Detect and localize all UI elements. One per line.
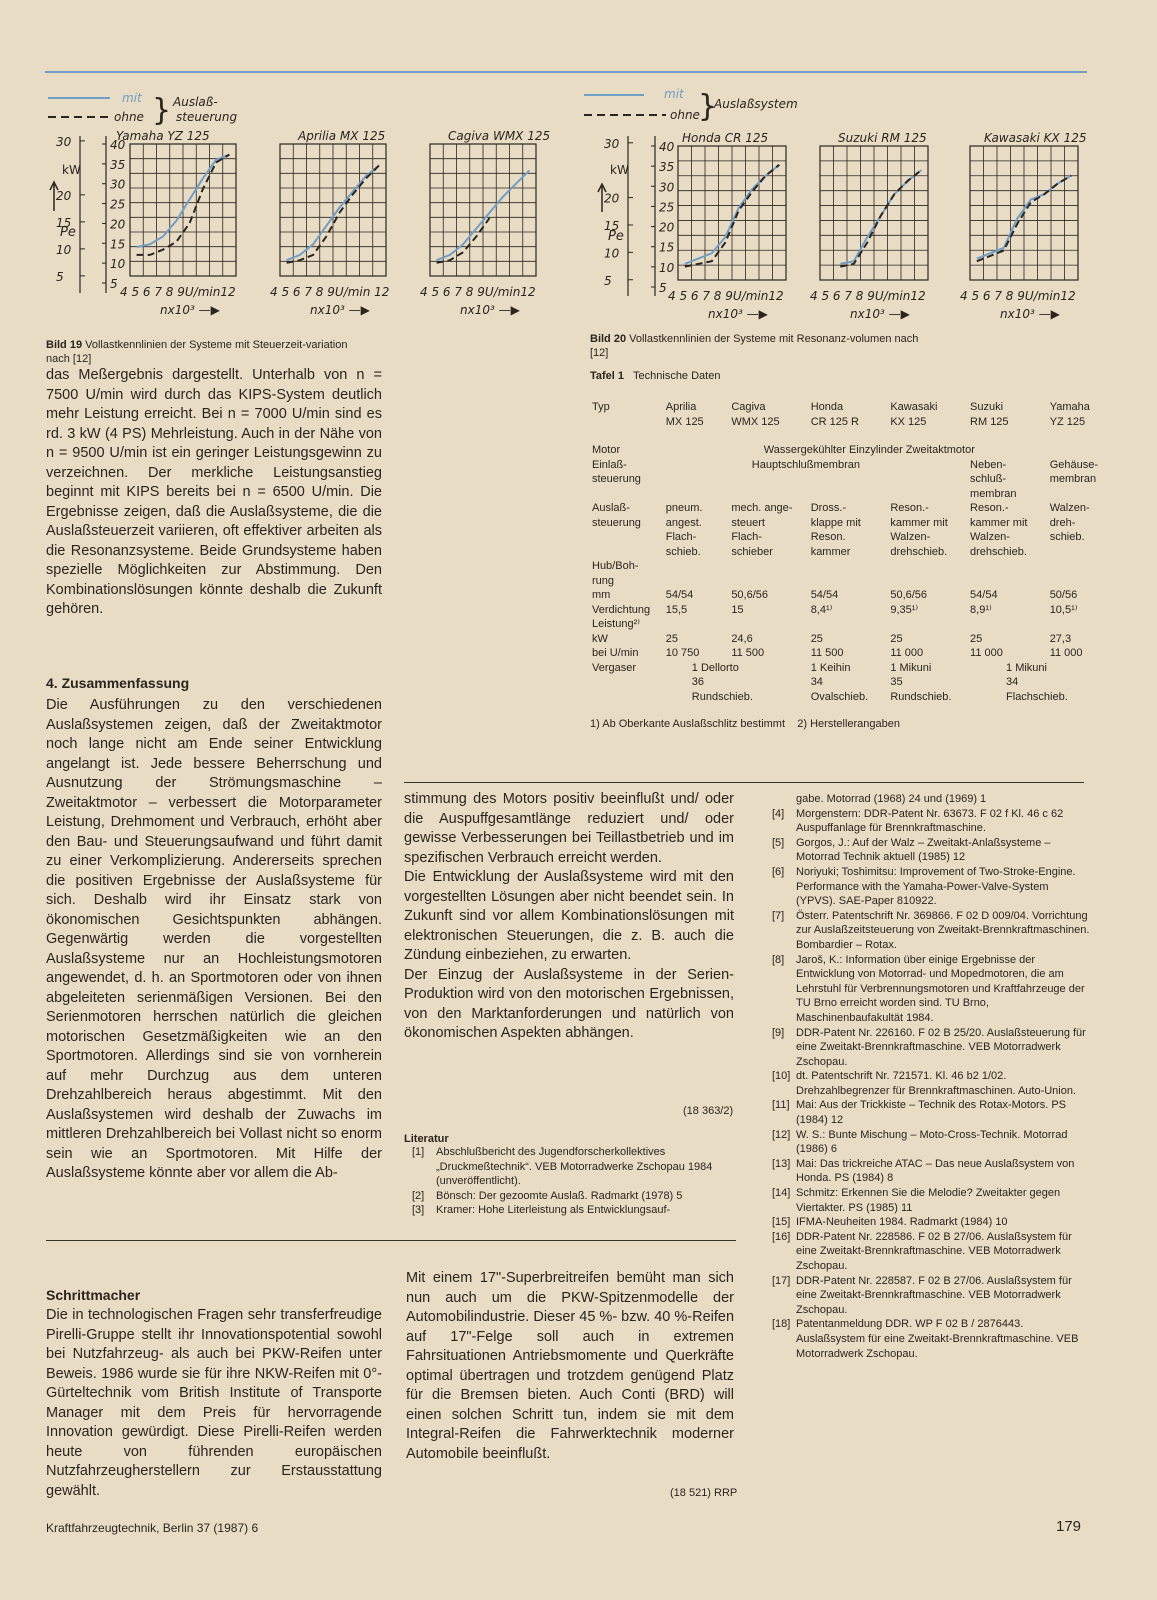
cell: 50,6/56 bbox=[890, 589, 928, 601]
chart-title: Yamaha YZ 125 bbox=[116, 129, 210, 143]
table-row bbox=[590, 617, 1100, 646]
cell: 27,3 bbox=[1049, 632, 1072, 645]
cell: 25 bbox=[810, 632, 823, 645]
fig19-charts bbox=[116, 129, 550, 317]
reference-continuation: gabe. Motorrad (1968) 24 und (1969) 1 bbox=[796, 793, 987, 805]
reference-item: [11] Mai: Aus der Trickkiste – Technik des Rotax-Motors. PS (1984) 12 bbox=[772, 1099, 1067, 1127]
cell: 10,5¹⁾ bbox=[1049, 603, 1078, 616]
cell: Auslaß- steuerung bbox=[592, 502, 641, 529]
ps-tick-label: 30 bbox=[659, 180, 675, 195]
cell: Hub/Boh- rung mm bbox=[592, 560, 639, 601]
references-left bbox=[412, 1145, 734, 1218]
footnote-2: 2) Herstellerangaben bbox=[797, 718, 900, 730]
cell: 25 bbox=[890, 632, 903, 645]
cell: Vergaser bbox=[592, 661, 637, 674]
legend-label-1: Auslaß- bbox=[173, 95, 218, 109]
cell: Reson.- kammer mit Walzen- drehschieb. bbox=[890, 502, 948, 558]
cell: 54/54 bbox=[970, 589, 998, 601]
x-tick-labels: 4 5 6 7 8 9U/min12 bbox=[810, 289, 926, 303]
figure-20 bbox=[578, 78, 1098, 334]
cell: 11 500 bbox=[731, 647, 765, 659]
ps-tick-label: 10 bbox=[110, 257, 126, 272]
x-tick-labels: 4 5 6 7 8 9U/min12 bbox=[420, 285, 536, 299]
table-row bbox=[590, 559, 1100, 603]
kw-tick-label: 30 bbox=[604, 136, 620, 151]
page-number: 179 bbox=[1056, 1518, 1082, 1535]
schrittmacher-text-left: Die in technologischen Fragen sehr transferfreudige Pirelli-Gruppe stellt ihr Innovationspotential sowohl bei Nutzfahrzeug- als auch bei PKW-Reifen unter Beweis. 1986 wurde sie für ihre NKW-Reifen mit 0°-Gürteltechnik vom British Institute of Transporte Manager mit dem Preis für hervorragende Innovation gewürdigt. Diese Pirelli-Reifen werden heute von führenden europäischen Nutzfahrzeugherstellern zur Erstausstattung gewählt. bbox=[46, 1307, 382, 1499]
cell: 54/54 bbox=[665, 589, 694, 601]
ps-tick-label: 15 bbox=[110, 237, 126, 252]
figure-19-caption-label: Bild 19 bbox=[46, 339, 83, 351]
middle-column-text bbox=[404, 790, 734, 1044]
schrittmacher-code: (18 521) RRP bbox=[670, 1487, 738, 1499]
cell: 11 000 bbox=[970, 647, 1003, 659]
figure-20-caption bbox=[590, 332, 920, 360]
cell: 15,5 bbox=[665, 603, 688, 616]
x-axis-label: nx10³ —▶ bbox=[310, 303, 370, 317]
ps-tick-label: 40 bbox=[659, 140, 675, 154]
cell: 54/54 bbox=[810, 589, 839, 601]
reference-item: [16] DDR-Patent Nr. 228586. F 02 B 27/06. Auslaßsystem für eine Zweitakt-Brennkraftmaschine. VEB Motorradwerk Zschopau. bbox=[772, 1230, 1072, 1272]
fig20-charts bbox=[668, 131, 1086, 321]
x-tick-labels: 4 5 6 7 8 9U/min12 bbox=[960, 289, 1076, 303]
cell: mech. ange- steuert Flach- schieber bbox=[731, 502, 793, 558]
reference-item: [6] Noriyuki; Toshimitsu: Improvement of Two-Stroke-Engine. Performance with the Yamaha-Power-Valve-System (YPVS). SAE-Paper 810922. bbox=[772, 865, 1076, 908]
reference-item: [10] dt. Patentschrift Nr. 721571. Kl. 46 b2 1/02. Drehzahlbegrenzer für Brennkraftmaschinen. Auto-Union. bbox=[772, 1070, 1077, 1097]
cell: Verdichtung bbox=[592, 603, 651, 616]
kw-tick-label: 5 bbox=[56, 269, 64, 284]
cell: Motor bbox=[592, 444, 621, 456]
cell: Einlaß- steuerung bbox=[592, 458, 641, 485]
ps-tick-label: 5 bbox=[659, 281, 667, 295]
section-4-text: Die Ausführungen zu den verschiedenen Auslaßsystemen zeigen, daß der Zweitaktmotor noch lange nicht am Ende seiner Entwicklung angelangt ist. Jede bessere Beherrschung und Ausnutzung der Strömungsmaschine – Zweitaktmotor – verbessert die Motorparameter Leistung, Drehmoment und Verbrauch, erhöht aber den Bau- und Steuerungsaufwand und führt damit zu einer Verkomplizierung. Andererseits sprechen die positiven Ergebnisse der Auslaßsysteme für sich. Deshalb wird ihr Einsatz stark von ökonomischen Gesichtspunkten abhängen. Gegenwärtig werden die vorgestellten Auslaßsysteme nur an Hochleistungsmotoren angewendet, d. h. an Sportmotoren oder von ihnen abgeleiteten serienmäßigen Versionen. Bei den Serienmotoren herrschen natürlich die gleichen motorischen Gesetzmäßigkeiten wie an den Sportmotoren. Allerdings sind sie von vornherein auf mehr Durchzug aus dem unteren Drehzahlbereich heraus abgestimmt. Mit den Auslaßsystemen wird deshalb der Zuwachs im mittleren Drehzahlbereich bei Vollast nicht so enorm sein wie an Sportmotoren. Mit Hilfe der Auslaßsysteme könnte aber vor allem die Ab- bbox=[46, 697, 382, 1181]
figure-19-caption bbox=[46, 338, 366, 366]
cell: Gehäuse- membran bbox=[1049, 458, 1098, 485]
legend-mit-label-20: mit bbox=[664, 87, 684, 101]
table-row bbox=[590, 458, 1100, 502]
chart-kawasaki-kx-125 bbox=[960, 131, 1086, 321]
kw-tick-label: 20 bbox=[604, 191, 620, 206]
legend-mit-label: mit bbox=[122, 91, 142, 105]
cell: 10 750 bbox=[665, 647, 700, 659]
paragraph: stimmung des Motors positiv beeinflußt und/ oder die Auspuffgesamtlänge reduziert und/ oder gewisse Verbesserungen bei Teillastbetrieb und im spezifischen Verbrauch erreicht werden. bbox=[404, 791, 734, 866]
cell: Typ bbox=[592, 401, 610, 413]
ps-tick-label: 20 bbox=[110, 217, 126, 232]
x-axis-label: nx10³ —▶ bbox=[850, 307, 910, 321]
paragraph: Die Entwicklung der Auslaßsysteme wird mit den vorgestellten Lösungen aber nicht beendet sein. In Zukunft sind vor allem Kombinationslösungen mit elektronischen Steuerungen, die z. B. auch die Zündung einbeziehen, zu erwarten. bbox=[404, 869, 734, 963]
kw-tick-label: 5 bbox=[604, 273, 612, 288]
cell: 1 Dellorto 36 Rundschieb. bbox=[691, 661, 753, 703]
cell: Walzen- dreh- schieb. bbox=[1049, 502, 1090, 543]
literatur-heading: Literatur bbox=[404, 1133, 449, 1145]
pe-label: Pe bbox=[60, 225, 76, 240]
cell: Leistung²⁾ kW bbox=[592, 618, 640, 645]
legend-brace-20: } bbox=[698, 89, 718, 124]
cell: Honda CR 125 R bbox=[810, 401, 859, 428]
figure-19-caption-text: Vollastkennlinien der Systeme mit Steuerzeit-variation nach [12] bbox=[46, 339, 348, 365]
reference-item: [15] IFMA-Neuheiten 1984. Radmarkt (1984) 10 bbox=[772, 1216, 1008, 1229]
x-tick-labels: 4 5 6 7 8 9U/min 12 bbox=[270, 285, 390, 299]
series-line-ohne bbox=[840, 170, 921, 267]
table-title-label: Tafel 1 bbox=[590, 370, 625, 382]
cell: 24,6 bbox=[731, 632, 753, 645]
figure-19 bbox=[40, 86, 580, 336]
legend-brace: } bbox=[152, 93, 172, 128]
middle-article-code: (18 363/2) bbox=[683, 1105, 734, 1117]
cell: 25 bbox=[665, 632, 679, 645]
x-axis-label: nx10³ —▶ bbox=[460, 303, 520, 317]
reference-item: [18] Patentanmeldung DDR. WP F 02 B / 2876443. Auslaßsystem für eine Zweitakt-Brennkraftmaschine. VEB Motorradwerk Zschopau. bbox=[772, 1318, 1079, 1360]
table-row bbox=[590, 501, 1100, 559]
fig20-axis-ticks bbox=[604, 137, 675, 295]
kw-label-20: kW bbox=[610, 163, 629, 177]
cell: 8,9¹⁾ bbox=[970, 603, 992, 616]
reference-item: [12] W. S.: Bunte Mischung – Moto-Cross-Technik. Motorrad (1986) 6 bbox=[772, 1128, 1068, 1156]
kw-tick-label: 10 bbox=[56, 242, 72, 257]
top-rule bbox=[45, 71, 1087, 73]
reference-item: [14] Schmitz: Erkennen Sie die Melodie? Zweitakter gegen Viertakter. PS (1985) 11 bbox=[772, 1187, 1061, 1214]
table-row bbox=[590, 443, 1100, 458]
paragraph: das Meßergebnis dargestellt. Unterhalb von n = 7500 U/min wird durch das KIPS-System deutlich mehr Leistung erreicht. Bei n = 7000 U/min sind es rd. 3 kW (4 PS) Mehrleistung. Auch in der Nähe von n = 9500 U/min ist ein geringer Leistungsgewinn zu verzeichnen. Der merkliche Leistungsanstieg beginnt mit KIPS bereits bei n = 6500 U/min. Die Ergebnisse zeigen, daß die Auslaßsysteme, die die Auslaßsteuerzeit variieren, oft effektiver arbeiten als die Resonanzsysteme. Beide Grundsysteme haben spezielle Möglichkeiten zur Abstimmung. Den Kombinationslösungen könnte deshalb die Zukunft gehören. bbox=[46, 367, 382, 617]
chart-suzuki-rm-125 bbox=[810, 131, 928, 321]
footnote-1: 1) Ab Oberkante Auslaßschlitz bestimmt bbox=[590, 718, 786, 730]
legend-ohne-label-20: ohne bbox=[670, 108, 700, 122]
reference-item: [2] Bönsch: Der gezoomte Auslaß. Radmarkt (1978) 5 bbox=[412, 1189, 683, 1202]
cell: 25 bbox=[970, 632, 983, 645]
reference-item: [9] DDR-Patent Nr. 226160. F 02 B 25/20. Auslaßsteuerung für eine Zweitakt-Brennkraftmaschine. VEB Motorradwerk Zschopau. bbox=[772, 1026, 1086, 1068]
cell: 1 Mikuni 34 Flachschieb. bbox=[1006, 661, 1068, 703]
chart-honda-cr-125 bbox=[668, 131, 786, 321]
legend-label-20: Auslaßsystem bbox=[714, 97, 798, 111]
ps-tick-label: 25 bbox=[110, 197, 126, 212]
reference-item: [8] Jaroš, K.: Information über einige Ergebnisse der Entwicklung von Motorrad- und Mopedmotoren, die am Lehrstuhl für Verbrennungsmotoren und Kraftfahrzeuge der TU Brno erreicht worden sind. TU Brno, Maschinenbaufakultät 1984. bbox=[772, 953, 1085, 1024]
cell: 11 000 bbox=[890, 647, 924, 659]
table-header-row bbox=[590, 400, 1100, 429]
cell: Cagiva WMX 125 bbox=[731, 401, 780, 428]
cell: Kawasaki KX 125 bbox=[890, 401, 938, 428]
bottom-rule bbox=[46, 1240, 736, 1241]
cell: Aprilia MX 125 bbox=[665, 401, 704, 428]
cell: 1 Keihin 34 Ovalschieb. bbox=[810, 661, 869, 703]
cell: 8,4¹⁾ bbox=[810, 603, 833, 616]
cell: 1 Mikuni 35 Rundschieb. bbox=[890, 661, 952, 703]
legend-ohne-label: ohne bbox=[114, 110, 144, 124]
reference-list bbox=[772, 807, 1090, 1362]
ps-tick-label: 5 bbox=[110, 277, 118, 291]
reference-item: [5] Gorgos, J.: Auf der Walz – Zweitakt-Anlaßsysteme – Motorrad Technik aktuell (1985) 12 bbox=[772, 836, 1051, 864]
table-1 bbox=[590, 370, 1100, 730]
x-axis-label: nx10³ —▶ bbox=[708, 307, 768, 321]
schrittmacher-text-right: Mit einem 17"-Superbreitreifen bemüht man sich nun auch um die PKW-Spitzenmodelle der Automobilindustrie. Dieser 45 %- bzw. 40 %-Reifen auf 17"-Felge soll auch in extremen Fahrsituationen Antriebsmomente und Querkräfte optimal übertragen und trotzdem genügend Platz für die Bremsen bieten. Auch Conti (BRD) will einen solchen Schritt tun, indem sie mit dem Integral-Reifen die Fahrwerktechnik moderner Automobile beeinflußt. bbox=[406, 1270, 735, 1462]
pe-label-20: Pe bbox=[608, 229, 624, 244]
kw-tick-label: 10 bbox=[604, 246, 620, 261]
ps-tick-label: 25 bbox=[659, 200, 675, 215]
ps-tick-label: 10 bbox=[659, 260, 675, 275]
table-title-text: Technische Daten bbox=[633, 370, 721, 382]
cell: 50,6/56 bbox=[731, 589, 769, 601]
cell: Yamaha YZ 125 bbox=[1049, 401, 1090, 428]
cell: 15 bbox=[731, 603, 744, 616]
figure-20-caption-label: Bild 20 bbox=[590, 333, 627, 345]
kw-tick-label: 15 bbox=[56, 215, 72, 230]
ps-tick-label: 40 bbox=[110, 138, 126, 152]
cell: Wassergekühlter Einzylinder Zweitaktmotor bbox=[763, 444, 975, 456]
kw-label: kW bbox=[62, 163, 81, 177]
chart-title: Kawasaki KX 125 bbox=[984, 131, 1087, 145]
ps-tick-label: 15 bbox=[659, 240, 675, 255]
x-axis-label: nx10³ —▶ bbox=[160, 303, 220, 317]
reference-item: [3] Kramer: Hohe Literleistung als Entwicklungsauf- bbox=[412, 1204, 671, 1217]
left-column-top-text bbox=[46, 366, 382, 620]
schrittmacher-heading: Schrittmacher bbox=[46, 1287, 141, 1303]
x-axis-label: nx10³ —▶ bbox=[1000, 307, 1060, 321]
x-tick-labels: 4 5 6 7 8 9U/min12 bbox=[668, 289, 784, 303]
footer-journal: Kraftfahrzeugtechnik, Berlin 37 (1987) 6 bbox=[46, 1521, 259, 1535]
chart-title: Honda CR 125 bbox=[682, 131, 769, 145]
reference-item: [17] DDR-Patent Nr. 228587. F 02 B 27/06. Auslaßsystem für eine Zweitakt-Brennkraftmaschine. VEB Motorradwerk Zschopau. bbox=[772, 1274, 1072, 1316]
cell: pneum. angest. Flach- schieb. bbox=[665, 502, 703, 558]
cell: bei U/min bbox=[592, 647, 639, 659]
kw-tick-label: 15 bbox=[604, 218, 620, 233]
table-row bbox=[590, 661, 1100, 705]
chart-title: Suzuki RM 125 bbox=[838, 131, 927, 145]
table-row bbox=[590, 603, 1100, 618]
reference-item: [1] Abschlußbericht des Jugendforscherkollektives „Druckmeßtechnik“. VEB Motorradwerke Zschopau 1984 (unveröffentlicht). bbox=[412, 1146, 713, 1188]
references-right bbox=[772, 792, 1090, 1361]
reference-item: [7] Österr. Patentschrift Nr. 369866. F 02 D 009/04. Vorrichtung zur Auslaßzeitsteuerung von Zweitakt-Brennkraftmaschinen. Bombardier – Rotax. bbox=[772, 909, 1090, 951]
cell: 11 000 bbox=[1049, 647, 1083, 659]
cell: Neben- schluß- membran bbox=[970, 458, 1017, 500]
paragraph: Der Einzug der Auslaßsysteme in der Serien-Produktion wird von den motorischen Ergebnissen, von den Marktanforderungen und natürlich von ökonomischen Aspekten abhängen. bbox=[404, 966, 734, 1041]
chart-cagiva-wmx-125 bbox=[420, 129, 550, 317]
chart-yamaha-yz-125 bbox=[116, 129, 236, 317]
legend-label-2: steuerung bbox=[176, 110, 238, 124]
cell: Suzuki RM 125 bbox=[970, 401, 1009, 428]
fig19-axis-ticks bbox=[56, 135, 126, 291]
ps-tick-label: 20 bbox=[659, 220, 675, 235]
ps-tick-label: 30 bbox=[110, 177, 126, 192]
chart-title: Cagiva WMX 125 bbox=[448, 129, 551, 143]
chart-title: Aprilia MX 125 bbox=[298, 129, 386, 143]
ps-tick-label: 35 bbox=[659, 160, 675, 175]
middle-rule bbox=[404, 782, 1084, 783]
chart-aprilia-mx-125 bbox=[270, 129, 389, 317]
section-4-heading: 4. Zusammenfassung bbox=[46, 675, 190, 691]
reference-item: [13] Mai: Das trickreiche ATAC – Das neue Auslaßsystem von Honda. PS (1984) 8 bbox=[772, 1157, 1075, 1185]
kw-tick-label: 20 bbox=[56, 188, 72, 203]
figure-20-caption-text: Vollastkennlinien der Systeme mit Resonanz-volumen nach [12] bbox=[590, 333, 919, 359]
cell: 50/56 bbox=[1049, 589, 1078, 601]
cell: 9,35¹⁾ bbox=[890, 603, 919, 616]
reference-item: [4] Morgenstern: DDR-Patent Nr. 63673. F 02 f Kl. 46 c 62 Auspuffanlage für Brennkraftmaschine. bbox=[772, 807, 1064, 835]
x-tick-labels: 4 5 6 7 8 9U/min12 bbox=[120, 285, 236, 299]
ps-tick-label: 35 bbox=[110, 157, 126, 172]
cell: Reson.- kammer mit Walzen- drehschieb. bbox=[970, 502, 1028, 558]
kw-tick-label: 30 bbox=[56, 134, 72, 149]
cell: 11 500 bbox=[810, 647, 844, 659]
cell: Hauptschlußmembran bbox=[751, 458, 860, 471]
table-row bbox=[590, 646, 1100, 661]
technical-data-table bbox=[590, 400, 1100, 704]
cell: Dross.- klappe mit Reson. kammer bbox=[810, 502, 861, 558]
